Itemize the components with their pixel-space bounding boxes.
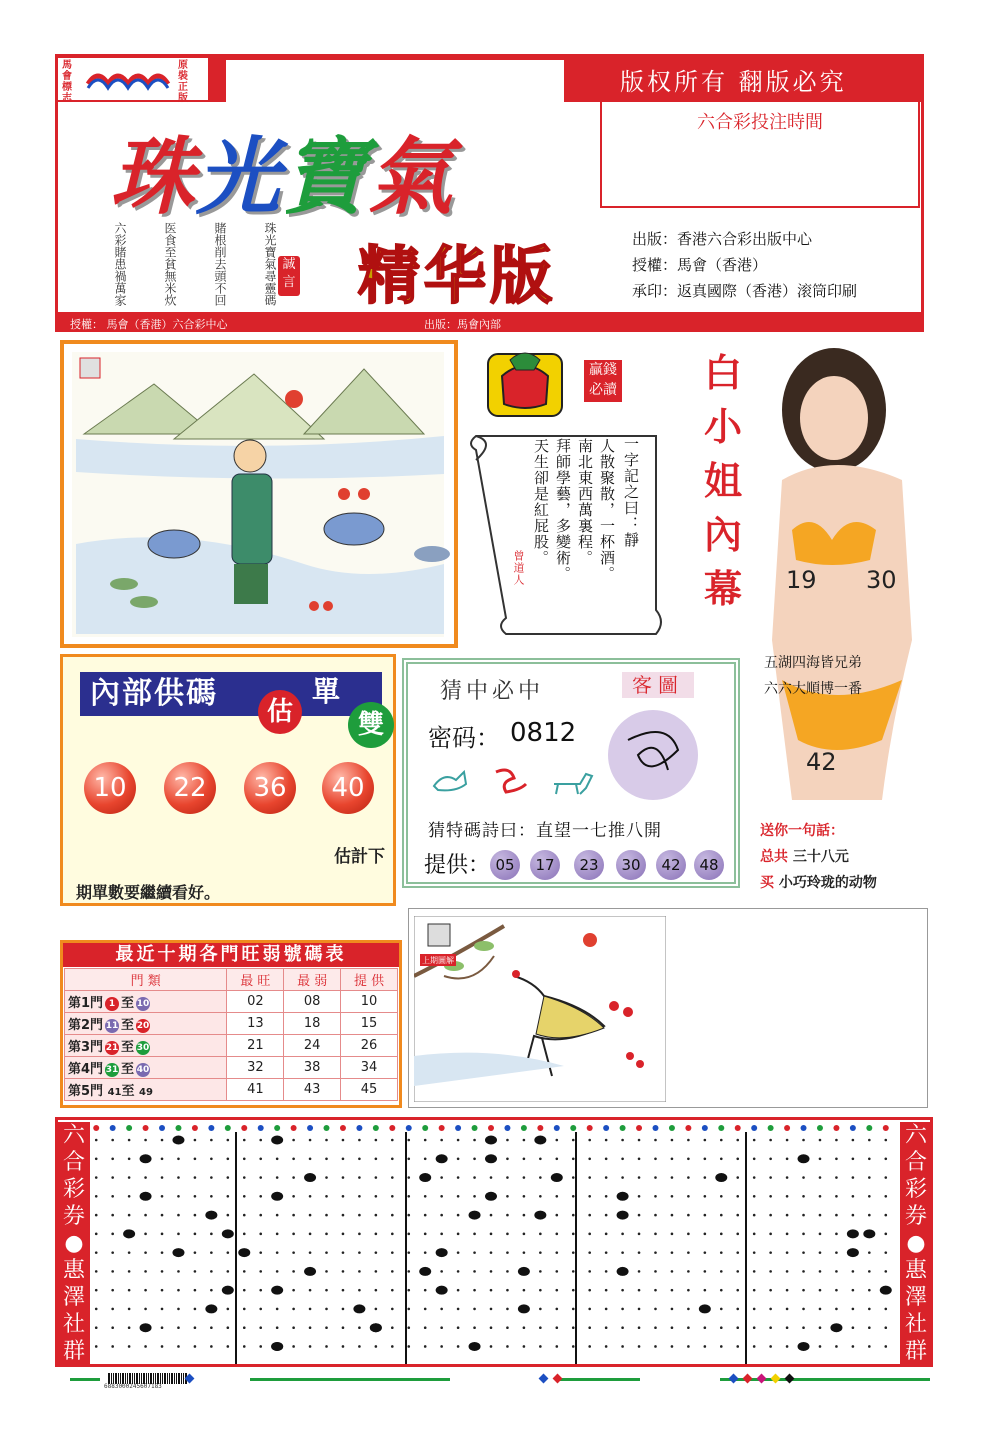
table-row — [65, 1057, 398, 1079]
table-header: 最 旺 — [227, 969, 284, 991]
hint-number: 19 — [786, 566, 817, 594]
hint-number: 30 — [866, 566, 897, 594]
gate-from: 21 — [105, 1042, 119, 1053]
cheng-badge: 誠言 — [278, 256, 300, 296]
model-photo — [752, 340, 932, 800]
gift-value: 三十八元 — [792, 849, 849, 865]
gate-cell — [65, 1057, 227, 1079]
provide-ball: 17 — [530, 850, 560, 880]
title-char: 寶 — [282, 127, 369, 226]
crane-tag: 上期圖解 — [422, 956, 454, 965]
poem-line: 天生卻是紅屁股。 — [532, 438, 550, 566]
give-cell: 26 — [341, 1035, 398, 1057]
bet-time-title: 六合彩投注時間 — [697, 112, 823, 133]
gate-from: 41 — [107, 1087, 122, 1098]
title-char: 氣 — [368, 127, 455, 226]
bottom-strip — [70, 1372, 930, 1394]
motto-col: 賭根削去頭不回 — [213, 222, 227, 306]
gift-label: 买 — [760, 875, 774, 891]
foot-left-text: 授權： 馬會（香港）六合彩中心 — [70, 318, 228, 331]
gate-label: 第2門 — [68, 1018, 104, 1033]
supply-ball: 40 — [322, 762, 374, 814]
gate-table — [64, 968, 398, 1101]
title-char: 光 — [196, 127, 283, 226]
table-header: 提 供 — [341, 969, 398, 991]
supply-ball: 22 — [164, 762, 216, 814]
gate-from: 1 — [105, 997, 119, 1011]
double-badge: 雙 — [348, 702, 394, 748]
code-value: 0812 — [510, 718, 577, 748]
gift-label: 送你一句話： — [760, 823, 844, 839]
table-header: 最 弱 — [284, 969, 341, 991]
provide-ball: 42 — [656, 850, 686, 880]
gate-to-char: 至 — [121, 1084, 135, 1099]
gate-to-char: 至 — [121, 996, 135, 1011]
estimate-badge: 估 — [258, 690, 302, 734]
side-label-right: 六 合 彩 券 ● 惠 澤 社 群 — [900, 1122, 932, 1365]
gate-label: 第3門 — [68, 1040, 104, 1055]
table-row — [65, 991, 398, 1013]
side-label-left: 六 合 彩 券 ● 惠 澤 社 群 — [58, 1122, 90, 1365]
supply-ball: 10 — [84, 762, 136, 814]
provide-label: 提供： — [424, 853, 491, 878]
guess-poem: 猜特碼詩曰：直望一七推八開 — [428, 821, 662, 841]
gate-to: 10 — [136, 998, 150, 1009]
edition-title: 精华版 — [358, 239, 557, 312]
title-char: 珠 — [110, 127, 197, 226]
motto-block — [86, 222, 276, 310]
gate-to-char: 至 — [121, 1040, 135, 1055]
gate-from: 11 — [105, 1020, 119, 1031]
poem-line: 人散聚散，一杯酒。 — [598, 438, 616, 582]
gate-from: 31 — [105, 1064, 119, 1075]
motto-col: 医食至貧無米炊 — [163, 222, 177, 306]
win-must-read-badge: 贏錢必讀 — [584, 360, 622, 402]
supply-ball: 36 — [244, 762, 296, 814]
main-title — [110, 110, 454, 231]
logo-right-text: 原裝正版 — [178, 60, 188, 104]
gift-label: 总共 — [760, 849, 788, 865]
motto-col: 六彩賭患禍萬家 — [113, 222, 127, 306]
poem-line: 一字記之曰：靜 — [622, 436, 640, 548]
provide-ball: 23 — [574, 850, 604, 880]
miss-bai-title: 白小姐內幕 — [703, 350, 742, 611]
give-cell: 10 — [341, 991, 398, 1013]
provide-ball: 30 — [616, 850, 646, 880]
gate-to: 30 — [136, 1042, 150, 1053]
riddle-picture-frame — [60, 340, 458, 648]
hint-number: 42 — [806, 748, 837, 776]
guess-scribble — [608, 710, 698, 800]
hkjc-logo-icon — [84, 62, 174, 96]
poem-author: 曾道人 — [512, 550, 525, 586]
dot-grid — [88, 1120, 894, 1364]
foot-right-text: 出版：馬會內部 — [424, 318, 501, 331]
gate-to: 40 — [136, 1064, 150, 1075]
motto-col: 珠光寶氣尋靈碼 — [263, 222, 277, 306]
table-header: 門 類 — [65, 969, 227, 991]
logo-left-text: 馬會標志 — [62, 60, 72, 104]
cold-cell: 08 — [284, 991, 341, 1013]
gate-cell — [65, 1035, 227, 1057]
cold-cell: 43 — [284, 1079, 341, 1101]
printer-line: 承印：返真國際（香港）滚筒印刷 — [632, 282, 858, 300]
gift-hint — [760, 818, 877, 896]
hot-cell: 13 — [227, 1013, 284, 1035]
gate-cell — [65, 1079, 227, 1101]
authorizer-line: 授權：馬會（香港） — [632, 256, 768, 274]
gift-value: 小巧玲珑的动物 — [778, 875, 877, 891]
gate-label: 第4門 — [68, 1062, 104, 1077]
blank-box — [226, 60, 564, 102]
gate-table-title: 最近十期各門旺弱號碼表 — [63, 943, 399, 967]
hot-cell: 21 — [227, 1035, 284, 1057]
cold-cell: 38 — [284, 1057, 341, 1079]
single-label: 單 — [312, 675, 341, 708]
gate-label: 第1門 — [68, 996, 104, 1011]
publisher-line: 出版：香港六合彩出版中心 — [632, 230, 813, 248]
gate-to-char: 至 — [121, 1062, 135, 1077]
provide-ball: 05 — [490, 850, 520, 880]
hot-cell: 32 — [227, 1057, 284, 1079]
give-cell: 34 — [341, 1057, 398, 1079]
copyright-notice: 版权所有 翻版必究 — [620, 68, 847, 96]
give-cell: 15 — [341, 1013, 398, 1035]
table-row — [65, 1035, 398, 1057]
poem-line: 南北東西萬裏程。 — [576, 438, 594, 566]
cold-cell: 18 — [284, 1013, 341, 1035]
guess-picture-label: 客圖 — [622, 672, 694, 698]
money-bag-icon — [486, 346, 564, 418]
table-row — [65, 1013, 398, 1035]
inner-supply-title: 內部供碼 — [80, 672, 382, 716]
gate-to: 49 — [139, 1087, 153, 1098]
poem-line: 拜師學藝，多變術。 — [554, 438, 572, 582]
give-cell: 45 — [341, 1079, 398, 1101]
estimate-text: 估計下 — [334, 847, 385, 867]
gate-cell — [65, 991, 227, 1013]
girl-verse: 五湖四海皆兄弟 — [764, 655, 862, 671]
zodiac-animals-icon — [430, 762, 600, 798]
cold-cell: 24 — [284, 1035, 341, 1057]
table-header-row — [65, 969, 398, 991]
hot-cell: 41 — [227, 1079, 284, 1101]
gate-label: 第5門 — [68, 1084, 104, 1099]
barcode-number: 6883000245607183 — [104, 1383, 162, 1390]
publisher-info — [632, 226, 857, 304]
table-row — [65, 1079, 398, 1101]
gate-to-char: 至 — [121, 1018, 135, 1033]
guess-title: 猜中必中 — [440, 679, 545, 704]
girl-verse: 六六大順博一番 — [764, 681, 862, 697]
code-label: 密码： — [428, 724, 500, 752]
crane-illustration — [414, 916, 666, 1102]
odd-note: 期單數要繼續看好。 — [76, 883, 221, 902]
hot-cell: 02 — [227, 991, 284, 1013]
gate-to: 20 — [136, 1020, 150, 1031]
riddle-illustration — [64, 344, 454, 644]
provide-ball: 48 — [694, 850, 724, 880]
gate-cell — [65, 1013, 227, 1035]
